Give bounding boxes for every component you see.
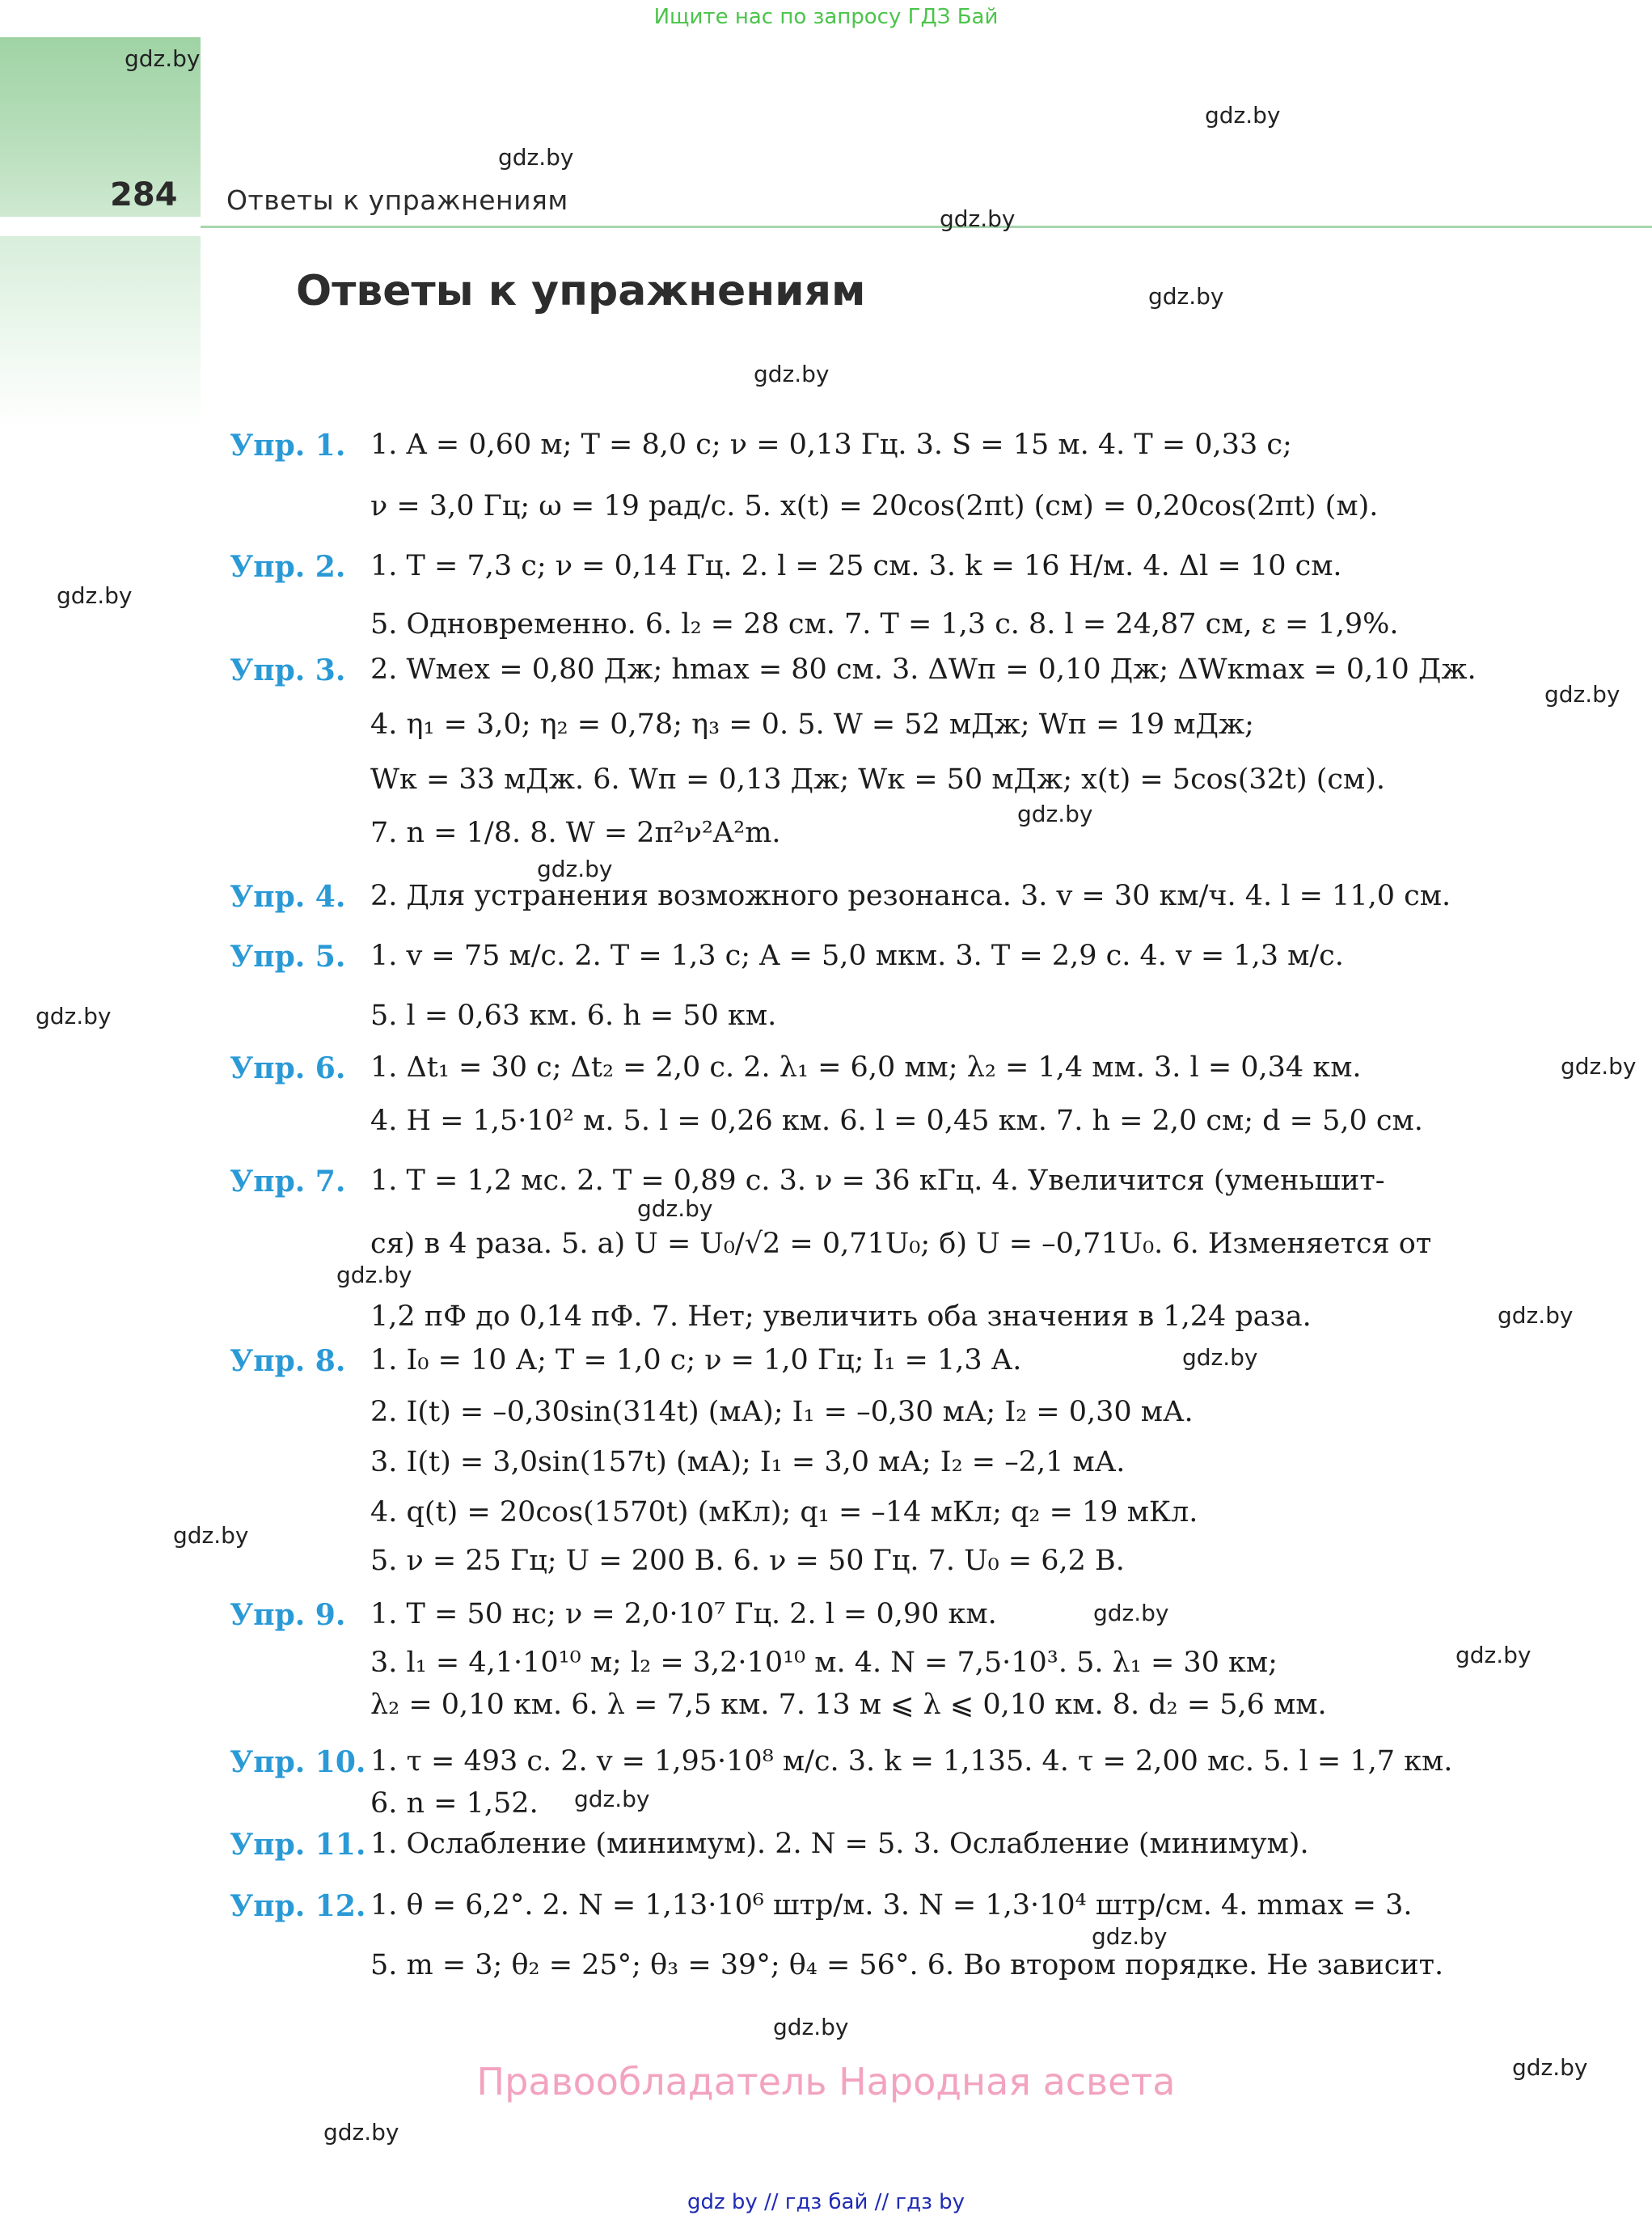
watermark: gdz.by	[1205, 102, 1281, 129]
watermark: gdz.by	[1456, 1642, 1532, 1668]
watermark: gdz.by	[36, 1003, 112, 1030]
exercise-label: Упр. 9.	[230, 1598, 346, 1632]
answer-line: 1. θ = 6,2°. 2. N = 1,13·10⁶ штр/м. 3. N = 1,3·10⁴ штр/см. 4. mmax = 3.	[370, 1889, 1413, 1922]
exercise-label: Упр. 10.	[230, 1745, 366, 1779]
margin-green-fade	[0, 236, 201, 430]
answer-line: 3. I(t) = 3,0sin(157t) (мА); I₁ = 3,0 мА; I₂ = –2,1 мА.	[370, 1446, 1126, 1478]
top-banner: Ищите нас по запросу ГДЗ Бай	[653, 5, 999, 29]
exercise-label: Упр. 8.	[230, 1344, 346, 1378]
answer-line: 6. n = 1,52.	[370, 1787, 539, 1820]
watermark: gdz.by	[1093, 1600, 1169, 1626]
footer-links[interactable]: gdz by // гдз бай // гдз by	[687, 2190, 965, 2214]
page-title: Ответы к упражнениям	[296, 267, 866, 315]
watermark: gdz.by	[1498, 1302, 1574, 1329]
watermark: gdz.by	[498, 144, 574, 171]
answer-line: 1. T = 1,2 мс. 2. T = 0,89 с. 3. ν = 36 кГц. 4. Увеличится (уменьшит-	[370, 1165, 1385, 1197]
answer-line: 1. Δt₁ = 30 с; Δt₂ = 2,0 с. 2. λ₁ = 6,0 мм; λ₂ = 1,4 мм. 3. l = 0,34 км.	[370, 1051, 1362, 1084]
page-number: 284	[110, 176, 178, 214]
watermark: gdz.by	[1017, 801, 1093, 827]
running-header: Ответы к упражнениям	[226, 184, 568, 216]
watermark: gdz.by	[323, 2119, 399, 2146]
watermark: gdz.by	[1561, 1053, 1637, 1080]
answer-line: 1. A = 0,60 м; T = 8,0 с; ν = 0,13 Гц. 3. S = 15 м. 4. T = 0,33 с;	[370, 429, 1292, 461]
answer-line: 4. η₁ = 3,0; η₂ = 0,78; η₃ = 0. 5. W = 52 мДж; Wп = 19 мДж;	[370, 708, 1254, 741]
answer-line: λ₂ = 0,10 км. 6. λ = 7,5 км. 7. 13 м ⩽ λ ⩽ 0,10 км. 8. d₂ = 5,6 мм.	[370, 1689, 1327, 1721]
answer-line: 4. H = 1,5·10² м. 5. l = 0,26 км. 6. l = 0,45 км. 7. h = 2,0 см; d = 5,0 см.	[370, 1105, 1423, 1137]
watermark: gdz.by	[574, 1786, 650, 1812]
watermark: gdz.by	[940, 205, 1016, 232]
answer-line: ся) в 4 раза. 5. а) U = U₀/√2 = 0,71U₀; б) U = –0,71U₀. 6. Изменяется от	[370, 1228, 1432, 1260]
exercise-label: Упр. 5.	[230, 940, 346, 974]
answer-line: ν = 3,0 Гц; ω = 19 рад/с. 5. x(t) = 20cos(2πt) (см) = 0,20cos(2πt) (м).	[370, 490, 1379, 522]
answer-line: 5. ν = 25 Гц; U = 200 В. 6. ν = 50 Гц. 7. U₀ = 6,2 В.	[370, 1545, 1125, 1577]
exercise-label: Упр. 2.	[230, 550, 346, 584]
watermark: gdz.by	[537, 856, 613, 882]
exercise-label: Упр. 11.	[230, 1828, 366, 1862]
answer-line: 1. I₀ = 10 А; T = 1,0 с; ν = 1,0 Гц; I₁ = 1,3 А.	[370, 1344, 1022, 1376]
answer-line: 5. l = 0,63 км. 6. h = 50 км.	[370, 1000, 777, 1032]
watermark: gdz.by	[754, 361, 830, 387]
exercise-label: Упр. 7.	[230, 1165, 346, 1199]
answer-line: 2. Wмех = 0,80 Дж; hmax = 80 см. 3. ΔWп = 0,10 Дж; ΔWкmax = 0,10 Дж.	[370, 653, 1477, 686]
watermark: gdz.by	[637, 1195, 713, 1222]
exercise-label: Упр. 6.	[230, 1051, 346, 1085]
watermark: gdz.by	[173, 1522, 249, 1549]
header-rule	[201, 226, 1652, 228]
watermark: gdz.by	[773, 2014, 849, 2040]
exercise-label: Упр. 12.	[230, 1889, 366, 1923]
watermark: gdz.by	[1544, 681, 1620, 708]
watermark: gdz.by	[1512, 2054, 1588, 2081]
answer-line: 1. T = 7,3 с; ν = 0,14 Гц. 2. l = 25 см. 3. k = 16 Н/м. 4. Δl = 10 см.	[370, 550, 1342, 582]
answer-line: 1. T = 50 нс; ν = 2,0·10⁷ Гц. 2. l = 0,90 км.	[370, 1598, 997, 1630]
answer-line: 5. Одновременно. 6. l₂ = 28 см. 7. T = 1,3 с. 8. l = 24,87 см, ε = 1,9%.	[370, 608, 1399, 641]
answer-line: 4. q(t) = 20cos(1570t) (мКл); q₁ = –14 мКл; q₂ = 19 мКл.	[370, 1496, 1198, 1528]
answer-line: 2. Для устранения возможного резонанса. 3. v = 30 км/ч. 4. l = 11,0 см.	[370, 880, 1451, 912]
watermark: gdz.by	[57, 582, 133, 609]
answer-line: Wк = 33 мДж. 6. Wп = 0,13 Дж; Wк = 50 мДж; x(t) = 5cos(32t) (см).	[370, 763, 1386, 796]
exercise-label: Упр. 4.	[230, 880, 346, 914]
footer-copyright: Правообладатель Народная асвета	[476, 2060, 1176, 2103]
exercise-label: Упр. 1.	[230, 429, 346, 463]
watermark: gdz.by	[125, 45, 201, 72]
answer-line: 5. m = 3; θ₂ = 25°; θ₃ = 39°; θ₄ = 56°. 6. Во втором порядке. Не зависит.	[370, 1949, 1444, 1981]
watermark: gdz.by	[1148, 283, 1224, 310]
answer-line: 1. Ослабление (минимум). 2. N = 5. 3. Ослабление (минимум).	[370, 1828, 1309, 1860]
answer-line: 7. n = 1/8. 8. W = 2π²ν²A²m.	[370, 817, 781, 849]
answer-line: 1,2 пФ до 0,14 пФ. 7. Нет; увеличить оба значения в 1,24 раза.	[370, 1300, 1312, 1333]
answer-line: 1. τ = 493 с. 2. v = 1,95·10⁸ м/с. 3. k = 1,135. 4. τ = 2,00 мс. 5. l = 1,7 км.	[370, 1745, 1453, 1778]
answer-line: 3. l₁ = 4,1·10¹⁰ м; l₂ = 3,2·10¹⁰ м. 4. N = 7,5·10³. 5. λ₁ = 30 км;	[370, 1647, 1278, 1679]
watermark: gdz.by	[1092, 1923, 1168, 1950]
answer-line: 1. v = 75 м/с. 2. T = 1,3 с; A = 5,0 мкм. 3. T = 2,9 с. 4. v = 1,3 м/с.	[370, 940, 1344, 972]
exercise-label: Упр. 3.	[230, 653, 346, 687]
watermark: gdz.by	[1182, 1344, 1258, 1371]
watermark: gdz.by	[336, 1262, 412, 1288]
answer-line: 2. I(t) = –0,30sin(314t) (мА); I₁ = –0,30 мА; I₂ = 0,30 мА.	[370, 1396, 1194, 1428]
